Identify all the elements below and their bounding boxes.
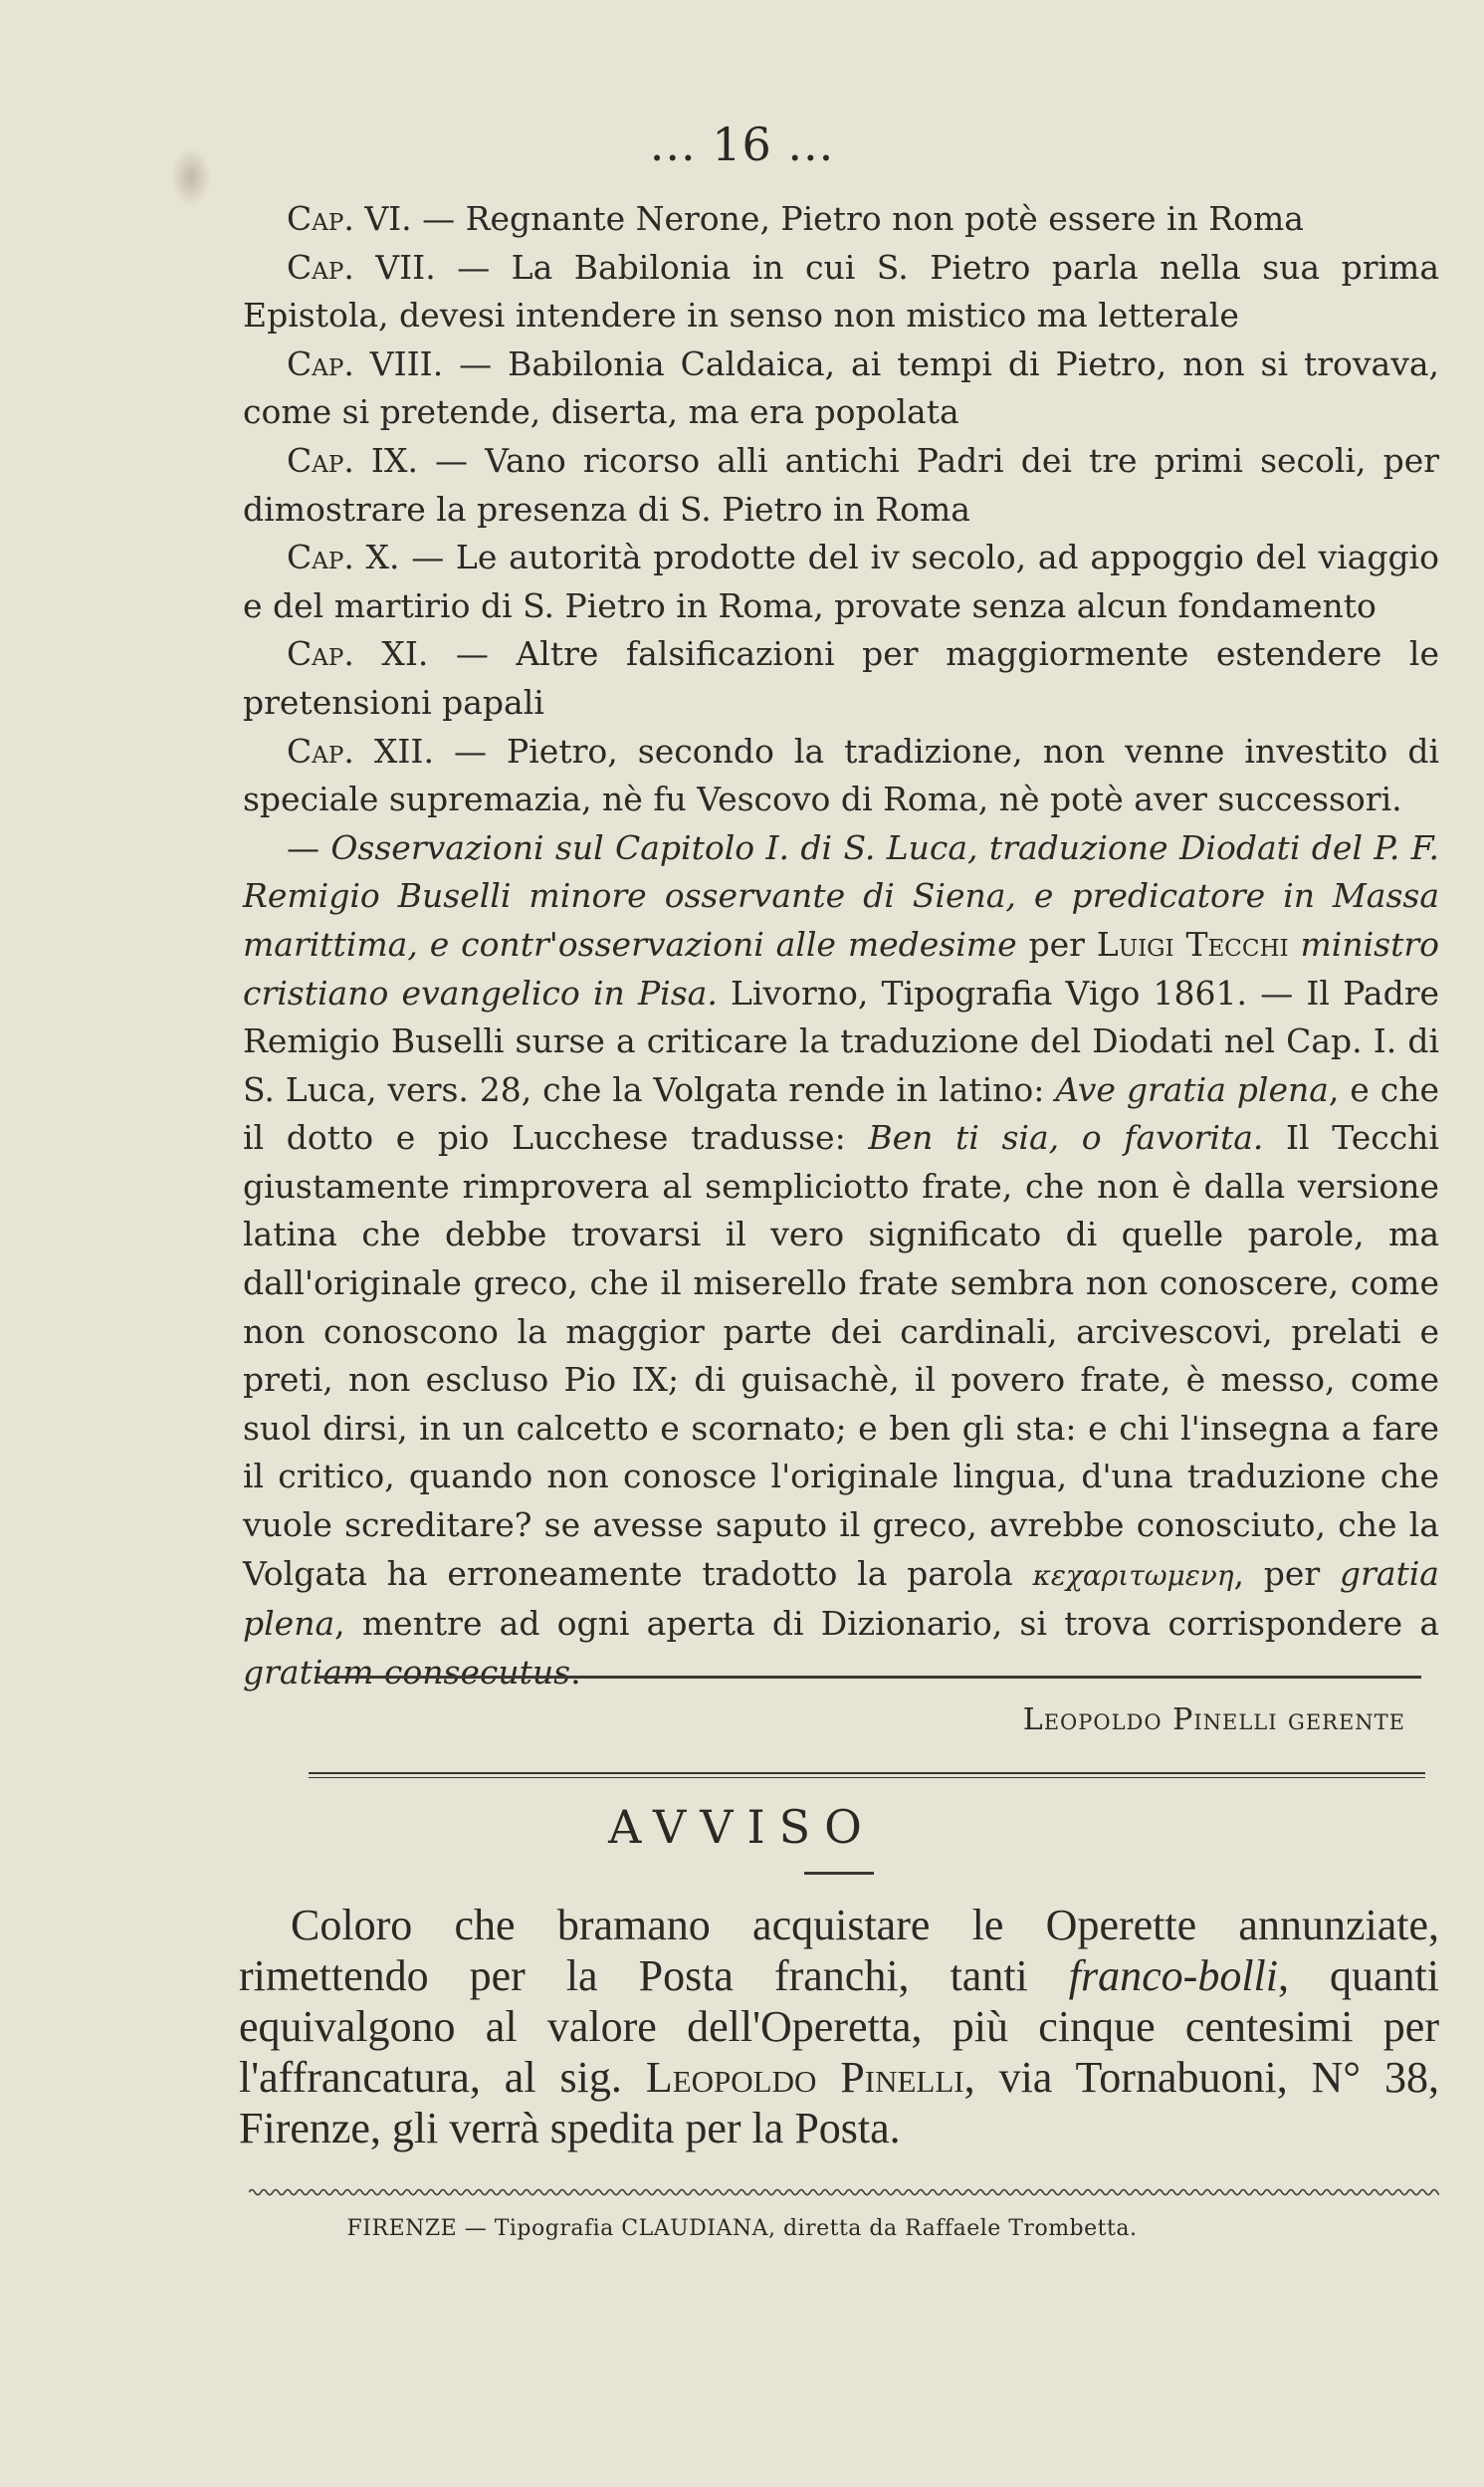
chapter-number: Cap. IX. xyxy=(287,440,418,480)
chapter-text: — Altre falsificazioni per maggiormente estendere le pretensioni papali xyxy=(243,634,1439,722)
chapter-entry xyxy=(243,437,1439,534)
printer-imprint: FIRENZE — Tipografia CLAUDIANA, diretta da Raffaele Trombetta. xyxy=(346,2216,1138,2241)
review-quote: Ben ti sia, o favorita. xyxy=(868,1118,1264,1158)
notice-name: Leopoldo Pinelli xyxy=(645,2053,964,2102)
chapter-entry xyxy=(243,630,1439,727)
notice-italic: franco-bolli xyxy=(1068,1951,1278,2000)
chapter-text: — Le autorità prodotte del iv secolo, ad appoggio del viaggio e del martirio di S. Pietro in Roma, provate senza alcun fondamento xyxy=(243,538,1439,625)
chapter-number: Cap. XI. xyxy=(287,634,429,674)
notice-text: , quanti equivalgono al valore dell'Operetta, più cinque centesimi per l'affrancatura, al sig. xyxy=(239,1951,1439,2102)
chapter-text: — Babilonia Caldaica, ai tempi di Pietro, non si trovava, come si pretende, diserta, ma era popolata xyxy=(243,343,1440,432)
review-text: , per xyxy=(1233,1553,1340,1593)
review-per: per xyxy=(1016,924,1097,964)
greek-word: κεχαριτωμενη xyxy=(1032,1558,1234,1592)
review-book-title: Osservazioni sul Capitolo I. di S. Luca, traduzione Diodati del P. F. Remigio Buselli minore osservante di Siena, e predicatore in Massa marittima, e contr'osservazioni alle medesime xyxy=(243,827,1439,964)
chapter-entry xyxy=(243,728,1439,824)
chapter-text: — Pietro, secondo la tradizione, non venne investito di speciale supremazia, nè fu Vescovo di Roma, nè potè aver successori. xyxy=(243,731,1439,819)
chapter-entry xyxy=(243,244,1439,340)
review-text: , e che il dotto e pio Lucchese tradusse: xyxy=(243,1069,1439,1158)
review-paragraph xyxy=(243,824,1439,1697)
gerente-signature: Leopoldo Pinelli gerente xyxy=(1022,1702,1405,1737)
short-divider xyxy=(804,1872,874,1875)
review-quote: Ave gratia plena xyxy=(1055,1069,1329,1109)
review-text: Il Tecchi giustamente rimprovera al sempliciotto frate, che non è dalla versione latina che debbe trovarsi il vero significato di quelle parole, ma dall'originale greco, che il miserello frate sembra non conoscere, come non conoscono la maggior parte dei cardinali, arcivescovi, prelati e preti, non escluso Pio IX; di guisachè, il povero frate, è messo, come suol dirsi, in un calcetto e scornato; e ben gli sta: e chi l'insegna a fare il critico, quando non conosce l'originale lingua, d'una traduzione che vuole screditare? se avesse saputo il greco, avrebbe conosciuto, che la Volgata ha erroneamente tradotto la parola xyxy=(243,1118,1439,1593)
review-text: Livorno, Tipografia Vigo 1861. — Il Padre Remigio Buselli surse a criticare la traduzione del Diodati nel Cap. I. di S. Luca, vers. 28, che la Volgata rende in latino: xyxy=(243,973,1440,1109)
divider-rule xyxy=(309,1772,1425,1774)
chapter-entry xyxy=(243,340,1439,437)
chapter-text: — Vano ricorso alli antichi Padri dei tre primi secoli, per dimostrare la presenza di S. Pietro in Roma xyxy=(243,440,1440,529)
notice-paragraph xyxy=(239,1900,1439,2153)
chapter-entry xyxy=(243,195,1439,244)
chapter-number: Cap. XII. xyxy=(287,731,434,771)
chapter-number: Cap. X. xyxy=(287,538,400,577)
chapter-number: Cap. VIII. xyxy=(287,343,444,383)
notice-text: Coloro che bramano acquistare le Operette annunziate, rimettendo per la Posta franchi, tanti xyxy=(239,1901,1439,2000)
divider-rule xyxy=(318,1676,1421,1679)
review-text: . xyxy=(570,1652,581,1692)
chapter-list xyxy=(243,195,1439,1696)
chapter-number: Cap. VI. xyxy=(287,199,412,238)
review-author-role: ministro cristiano evangelico in Pisa. xyxy=(243,924,1439,1013)
review-dash: — xyxy=(287,827,331,867)
page-number: ... 16 ... xyxy=(649,117,835,171)
notice-title: AVVISO xyxy=(608,1800,876,1854)
chapter-entry xyxy=(243,534,1439,630)
notice-body xyxy=(239,1900,1439,2153)
wavy-ornament-rule xyxy=(249,2186,1439,2198)
review-text: , mentre ad ogni aperta di Dizionario, si trova corrispondere a xyxy=(334,1604,1439,1644)
chapter-text: — La Babilonia in cui S. Pietro parla nella sua prima Epistola, devesi intendere in senso non mistico ma letterale xyxy=(243,247,1439,336)
divider-rule xyxy=(309,1777,1425,1778)
review-author-name: Luigi Tecchi xyxy=(1096,924,1289,964)
chapter-text: — Regnante Nerone, Pietro non potè essere in Roma xyxy=(411,199,1304,238)
chapter-number: Cap. VII. xyxy=(287,247,436,287)
notice-text: , via Tornabuoni, N° 38, Firenze, gli verrà spedita per la Posta. xyxy=(239,2053,1439,2152)
review-quote: gratiam consecutus xyxy=(243,1652,571,1692)
review-quote: gratia plena xyxy=(243,1553,1439,1644)
